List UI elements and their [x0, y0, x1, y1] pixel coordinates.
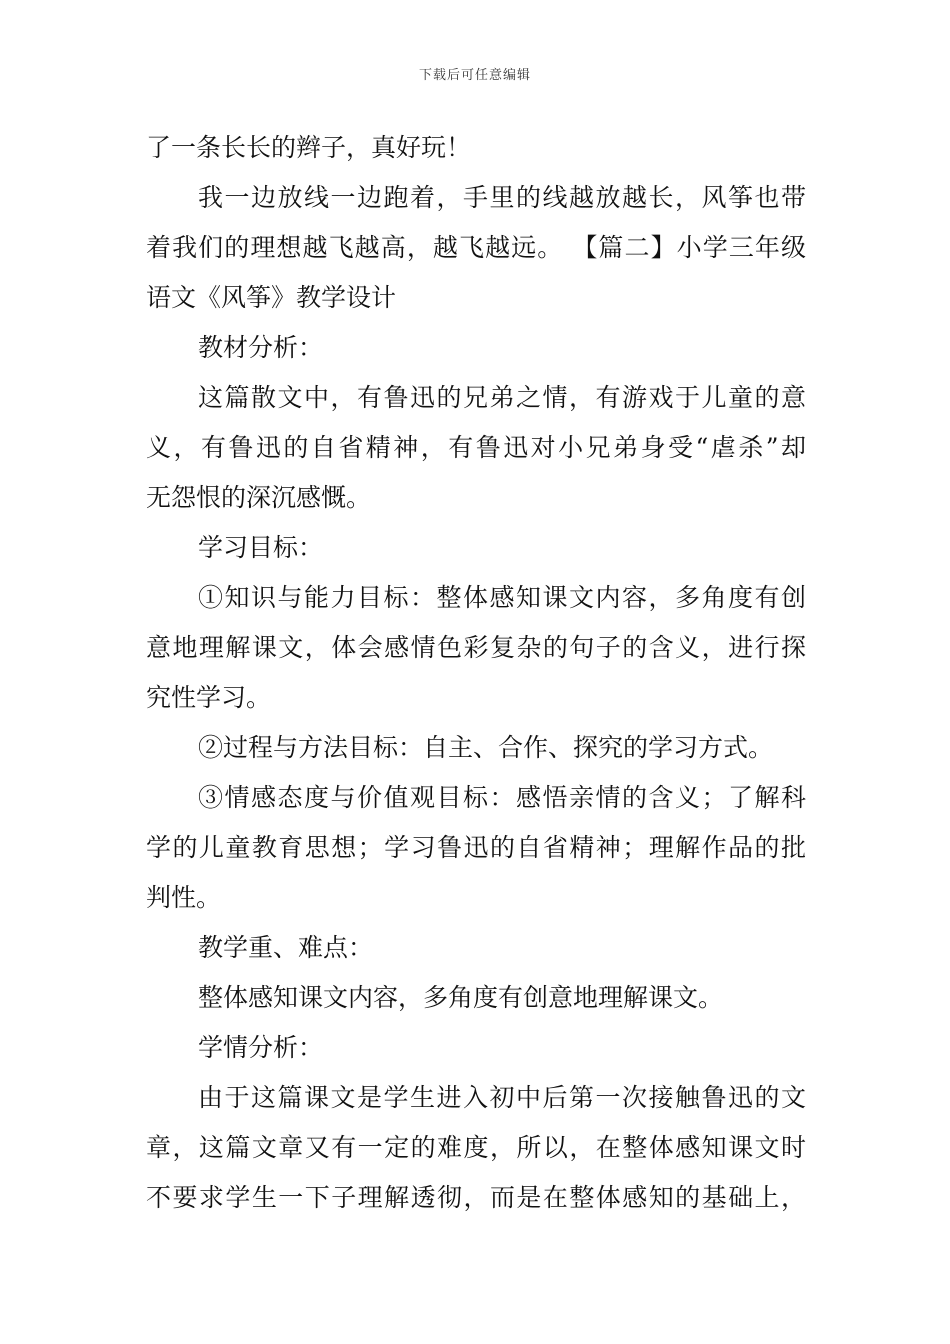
text-line: 意地理解课文，体会感情色彩复杂的句子的含义，进行探: [146, 633, 806, 662]
text-line: ①知识与能力目标：整体感知课文内容，多角度有创: [198, 583, 806, 612]
text-line: 义，有鲁迅的自省精神，有鲁迅对小兄弟身受“虐杀”却: [146, 433, 806, 462]
text-line: 我一边放线一边跑着，手里的线越放越长，风筝也带: [198, 183, 806, 212]
text-line: 了一条长长的辫子，真好玩！: [146, 133, 472, 162]
document-body: [146, 123, 806, 1223]
text-line: 究性学习。: [146, 683, 272, 712]
text-line: 由于这篇课文是学生进入初中后第一次接触鲁迅的文: [198, 1083, 806, 1112]
text-line: 不要求学生一下子理解透彻，而是在整体感知的基础上，: [146, 1183, 806, 1212]
text-line: 学的儿童教育思想；学习鲁迅的自省精神；理解作品的批: [146, 833, 806, 862]
text-line: 整体感知课文内容，多角度有创意地理解课文。: [198, 983, 724, 1012]
text-line: 着我们的理想越飞越高，越飞越远。 【篇二】小学三年级: [146, 233, 806, 262]
text-line: ②过程与方法目标：自主、合作、探究的学习方式。: [198, 733, 774, 762]
section-heading: 教材分析：: [198, 333, 324, 362]
text-line: 章，这篇文章又有一定的难度，所以，在整体感知课文时: [146, 1133, 806, 1162]
text-line: ③情感态度与价值观目标：感悟亲情的含义；了解科: [198, 783, 806, 812]
text-line: 判性。: [146, 883, 222, 912]
text-line: 这篇散文中，有鲁迅的兄弟之情，有游戏于儿童的意: [198, 383, 806, 412]
page-header-note: 下载后可任意编辑: [418, 68, 531, 83]
text-line: 语文《风筝》教学设计: [146, 283, 397, 312]
section-heading: 学习目标：: [198, 533, 324, 562]
section-heading: 学情分析：: [198, 1033, 324, 1062]
text-line: 无怨恨的深沉感慨。: [146, 483, 372, 512]
section-heading: 教学重、难点：: [198, 933, 374, 962]
